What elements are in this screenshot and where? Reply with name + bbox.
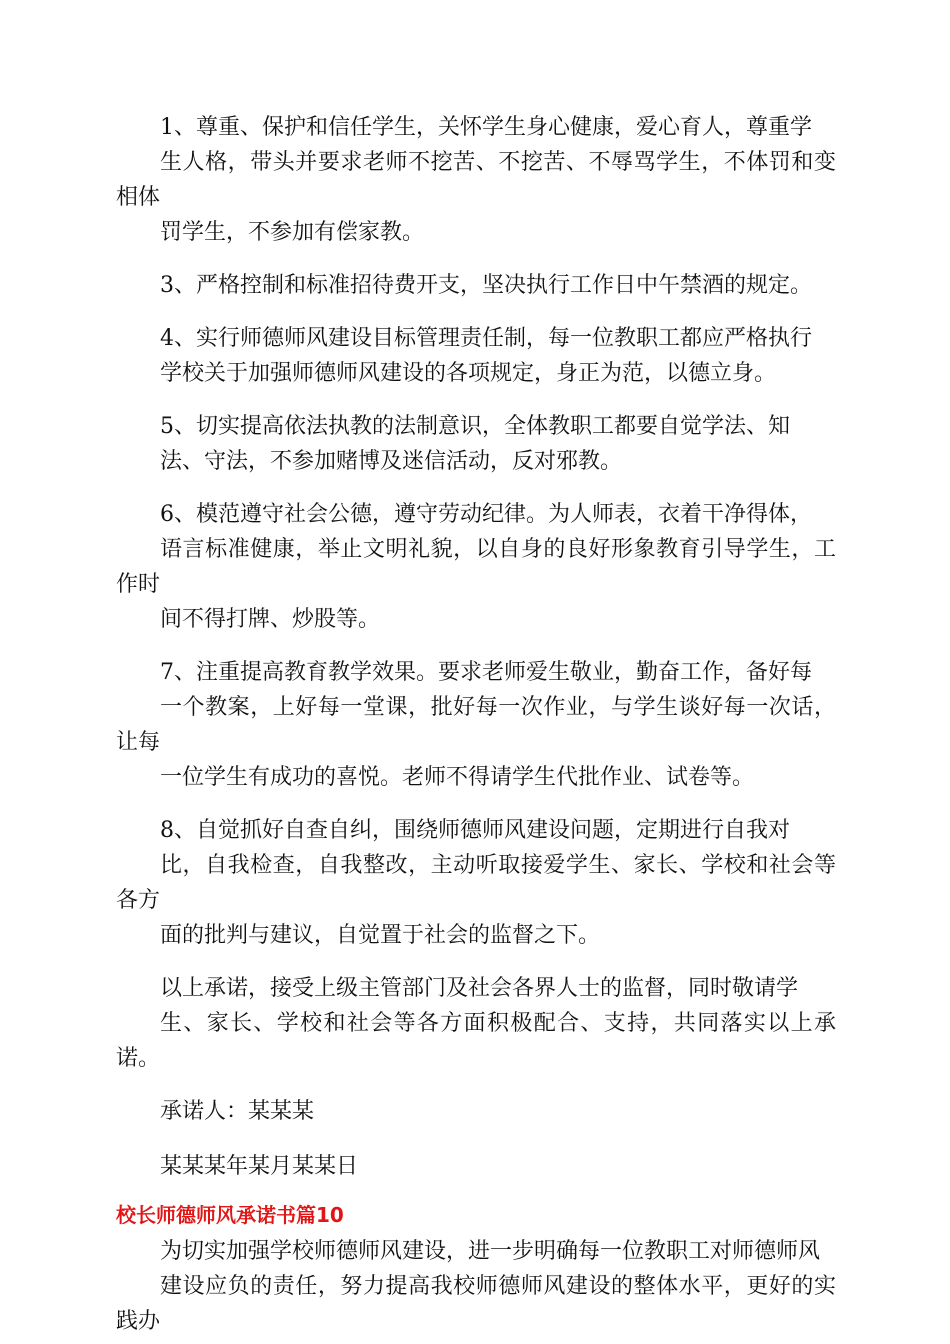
text-line: 比，自我检查，自我整改，主动听取接爱学生、家长、学校和社会等各方: [116, 853, 836, 913]
text-line: 以上承诺，接受上级主管部门及社会各界人士的监督，同时敬请学: [160, 976, 799, 1001]
text-line: 面的批判与建议，自觉置于社会的监督之下。: [160, 923, 601, 948]
text-line: 7、注重提高教育教学效果。要求老师爱生敬业，勤奋工作，备好每: [160, 660, 812, 685]
date-line: 某某某年某月某某日: [160, 1154, 359, 1179]
paragraph-item-7: [116, 655, 836, 795]
paragraph-item-5: [116, 409, 836, 479]
text-line: 一位学生有成功的喜悦。老师不得请学生代批作业、试卷等。: [160, 765, 755, 790]
paragraph-item-8: [116, 813, 836, 953]
text-line: 语言标准健康，举止文明礼貌，以自身的良好形象教育引导学生，工作时: [116, 537, 836, 597]
text-line: 1、尊重、保护和信任学生，关怀学生身心健康，爱心育人，尊重学: [160, 115, 812, 140]
text-line: 学校关于加强师德师风建设的各项规定，身正为范，以德立身。: [160, 361, 777, 386]
text-line: 罚学生，不参加有偿家教。: [160, 220, 425, 245]
text-line: 建设应负的责任，努力提高我校师德师风建设的整体水平，更好的实践办: [116, 1274, 836, 1334]
paragraph-item-6: [116, 497, 836, 637]
paragraph-intro: [116, 1234, 836, 1339]
paragraph-item-3: [116, 268, 836, 303]
text-line: 间不得打牌、炒股等。: [160, 607, 381, 632]
text-line: 一个教案，上好每一堂课，批好每一次作业，与学生谈好每一次话，让每: [116, 695, 836, 755]
paragraph-item-4: [116, 321, 836, 391]
signer-line: 承诺人：某某某: [160, 1099, 315, 1124]
text-line: 为切实加强学校师德师风建设，进一步明确每一位教职工对师德师风: [160, 1239, 821, 1264]
paragraph-promise: [116, 971, 836, 1076]
text-line: 5、切实提高依法执教的法制意识，全体教职工都要自觉学法、知: [160, 414, 790, 439]
text-line: 法、守法，不参加赌博及迷信活动，反对邪教。: [160, 449, 623, 474]
document-body: [116, 110, 836, 1339]
text-line: 生、家长、学校和社会等各方面积极配合、支持，共同落实以上承诺。: [116, 1011, 836, 1071]
text-line: 3、严格控制和标准招待费开支，坚决执行工作日中午禁酒的规定。: [160, 273, 812, 298]
paragraph-item-1: [116, 110, 836, 250]
section-heading: 校长师德师风承诺书篇10: [116, 1203, 344, 1227]
text-line: 8、自觉抓好自查自纠，围绕师德师风建设问题，定期进行自我对: [160, 818, 790, 843]
text-line: 6、模范遵守社会公德，遵守劳动纪律。为人师表，衣着干净得体，: [160, 502, 812, 527]
text-line: 4、实行师德师风建设目标管理责任制，每一位教职工都应严格执行: [160, 326, 812, 351]
text-line: 生人格，带头并要求老师不挖苦、不挖苦、不辱骂学生，不体罚和变相体: [116, 150, 836, 210]
